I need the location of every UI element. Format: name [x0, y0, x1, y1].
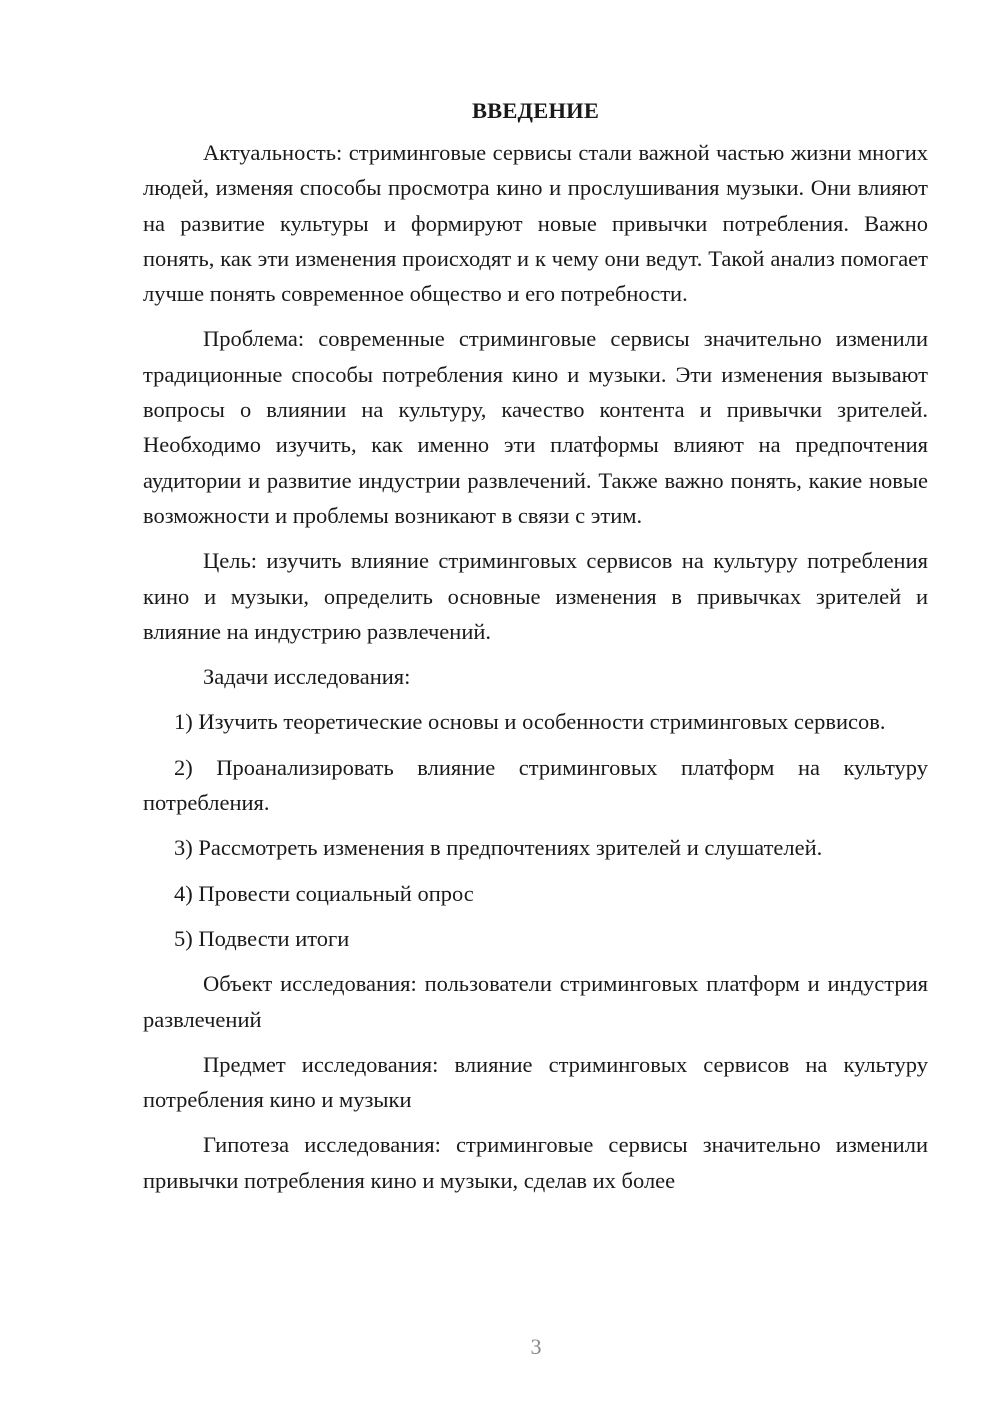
- paragraph-subject: Предмет исследования: влияние стриминговых сервисов на культуру потребления кино и музыки: [143, 1051, 928, 1113]
- section-heading: ВВЕДЕНИЕ: [471, 98, 600, 123]
- task-item-1: 1) Изучить теоретические основы и особенности стриминговых сервисов.: [174, 709, 886, 735]
- page-content: [143, 95, 928, 1208]
- paragraph-problem: Проблема: современные стриминговые сервисы значительно изменили традиционные способы потребления кино и музыки. Эти изменения вызывают вопросы о влиянии на культуру, качество контента и привычки зрителей. Необходимо изучить, как именно эти платформы влияют на предпочтения аудитории и развитие индустрии развлечений. Также важно понять, какие новые возможности и проблемы возникают в связи с этим.: [143, 326, 928, 528]
- task-item-5: 5) Подвести итоги: [174, 925, 350, 951]
- paragraph-relevance: Актуальность: стриминговые сервисы стали важной частью жизни многих людей, изменяя способы просмотра кино и прослушивания музыки. Они влияют на развитие культуры и формируют новые привычки потребления. Важно понять, как эти изменения происходят и к чему они ведут. Такой анализ помогает лучше понять современное общество и его потребности.: [143, 140, 928, 307]
- task-item-4: 4) Провести социальный опрос: [174, 880, 474, 906]
- tasks-title: Задачи исследования:: [203, 664, 411, 690]
- paragraph-object: Объект исследования: пользователи стриминговых платформ и индустрия развлечений: [143, 971, 928, 1032]
- paragraph-goal: Цель: изучить влияние стриминговых сервисов на культуру потребления кино и музыки, определить основные изменения в привычках зрителей и влияние на индустрию развлечений.: [143, 548, 928, 644]
- paragraph-hypothesis: Гипотеза исследования: стриминговые сервисы значительно изменили привычки потребления кино и музыки, сделав их более: [143, 1132, 928, 1193]
- page-number: 3: [530, 1334, 542, 1359]
- task-item-3: 3) Рассмотреть изменения в предпочтениях зрителей и слушателей.: [174, 835, 823, 861]
- task-item-2: 2) Проанализировать влияние стриминговых платформ на культуру потребления.: [143, 754, 928, 816]
